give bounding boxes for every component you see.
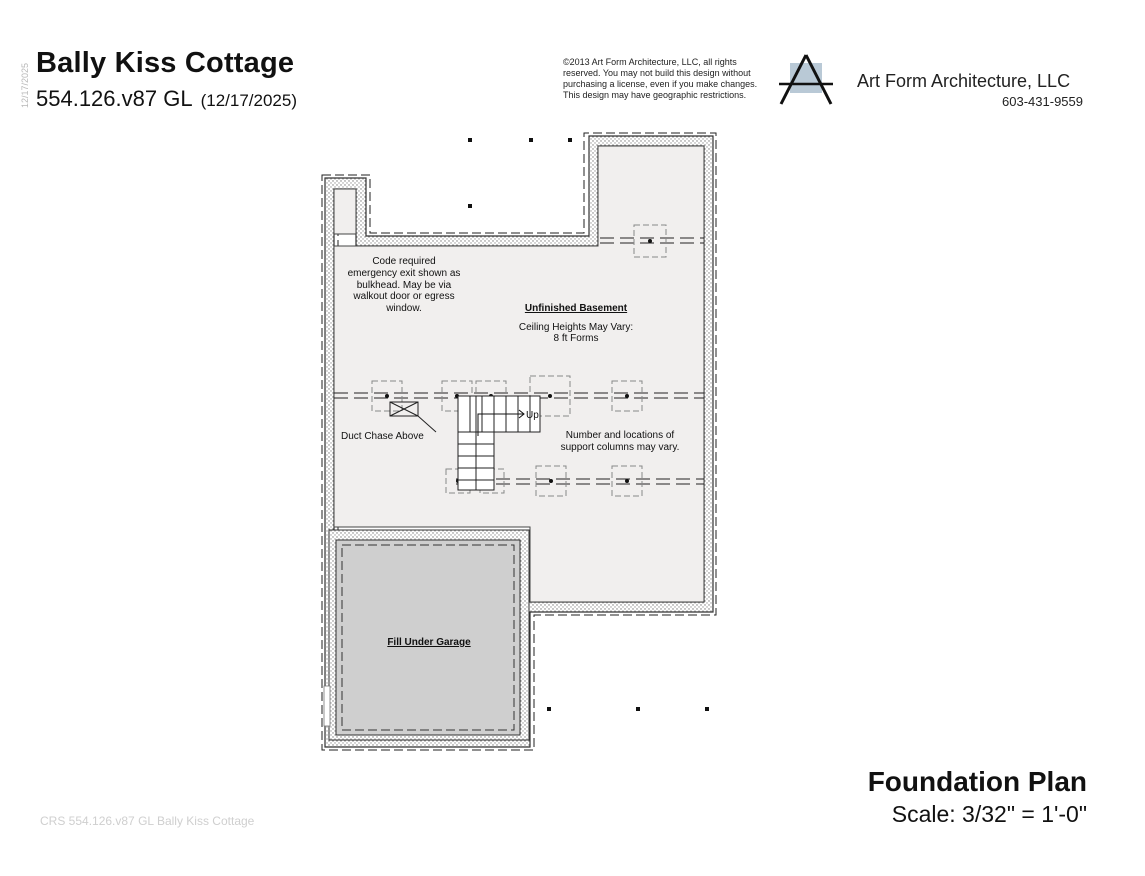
basement-label: Unfinished Basement (524, 303, 628, 314)
egress-note-line: Code required (372, 256, 436, 267)
columns-note-line: support columns may vary. (560, 442, 680, 453)
egress-note-line: walkout door or egress (353, 291, 455, 302)
sheet-title: Foundation Plan (867, 766, 1087, 797)
plan-title: Bally Kiss Cottage (36, 47, 295, 79)
egress-note-line: emergency exit shown as (347, 268, 461, 279)
side-date-stamp: 12/17/2025 (20, 62, 30, 108)
copyright-line: ©2013 Art Form Architecture, LLC, all rights (563, 57, 737, 67)
egress-note-line: window. (386, 303, 422, 314)
copyright-line: This design may have geographic restrictions. (563, 90, 747, 100)
bulkhead-area (334, 189, 356, 234)
sheet-scale: Scale: 3/32" = 1'-0" (891, 801, 1087, 827)
firm-phone: 603-431-9559 (1002, 94, 1083, 109)
firm-name: Art Form Architecture, LLC (857, 71, 1071, 91)
duct-chase-note: Duct Chase Above (341, 431, 424, 442)
af-logo-icon (779, 55, 833, 104)
egress-note-line: bulkhead. May be via (356, 280, 452, 291)
copyright-line: purchasing a license, even if you make changes. (563, 79, 758, 89)
stair-up-label: Up (526, 410, 539, 421)
ceiling-note-line: Ceiling Heights May Vary: (518, 322, 634, 333)
ceiling-note-line: 8 ft Forms (553, 333, 599, 344)
copyright-line: reserved. You may not build this design without (563, 68, 751, 78)
plan-date: (12/17/2025) (200, 91, 297, 110)
plan-number-text: 554.126.v87 GL (36, 86, 193, 111)
garage-door-opening (324, 686, 330, 726)
garage-label: Fill Under Garage (387, 637, 471, 648)
footer-reference: CRS 554.126.v87 GL Bally Kiss Cottage (40, 814, 255, 828)
columns-note-line: Number and locations of (565, 430, 675, 441)
